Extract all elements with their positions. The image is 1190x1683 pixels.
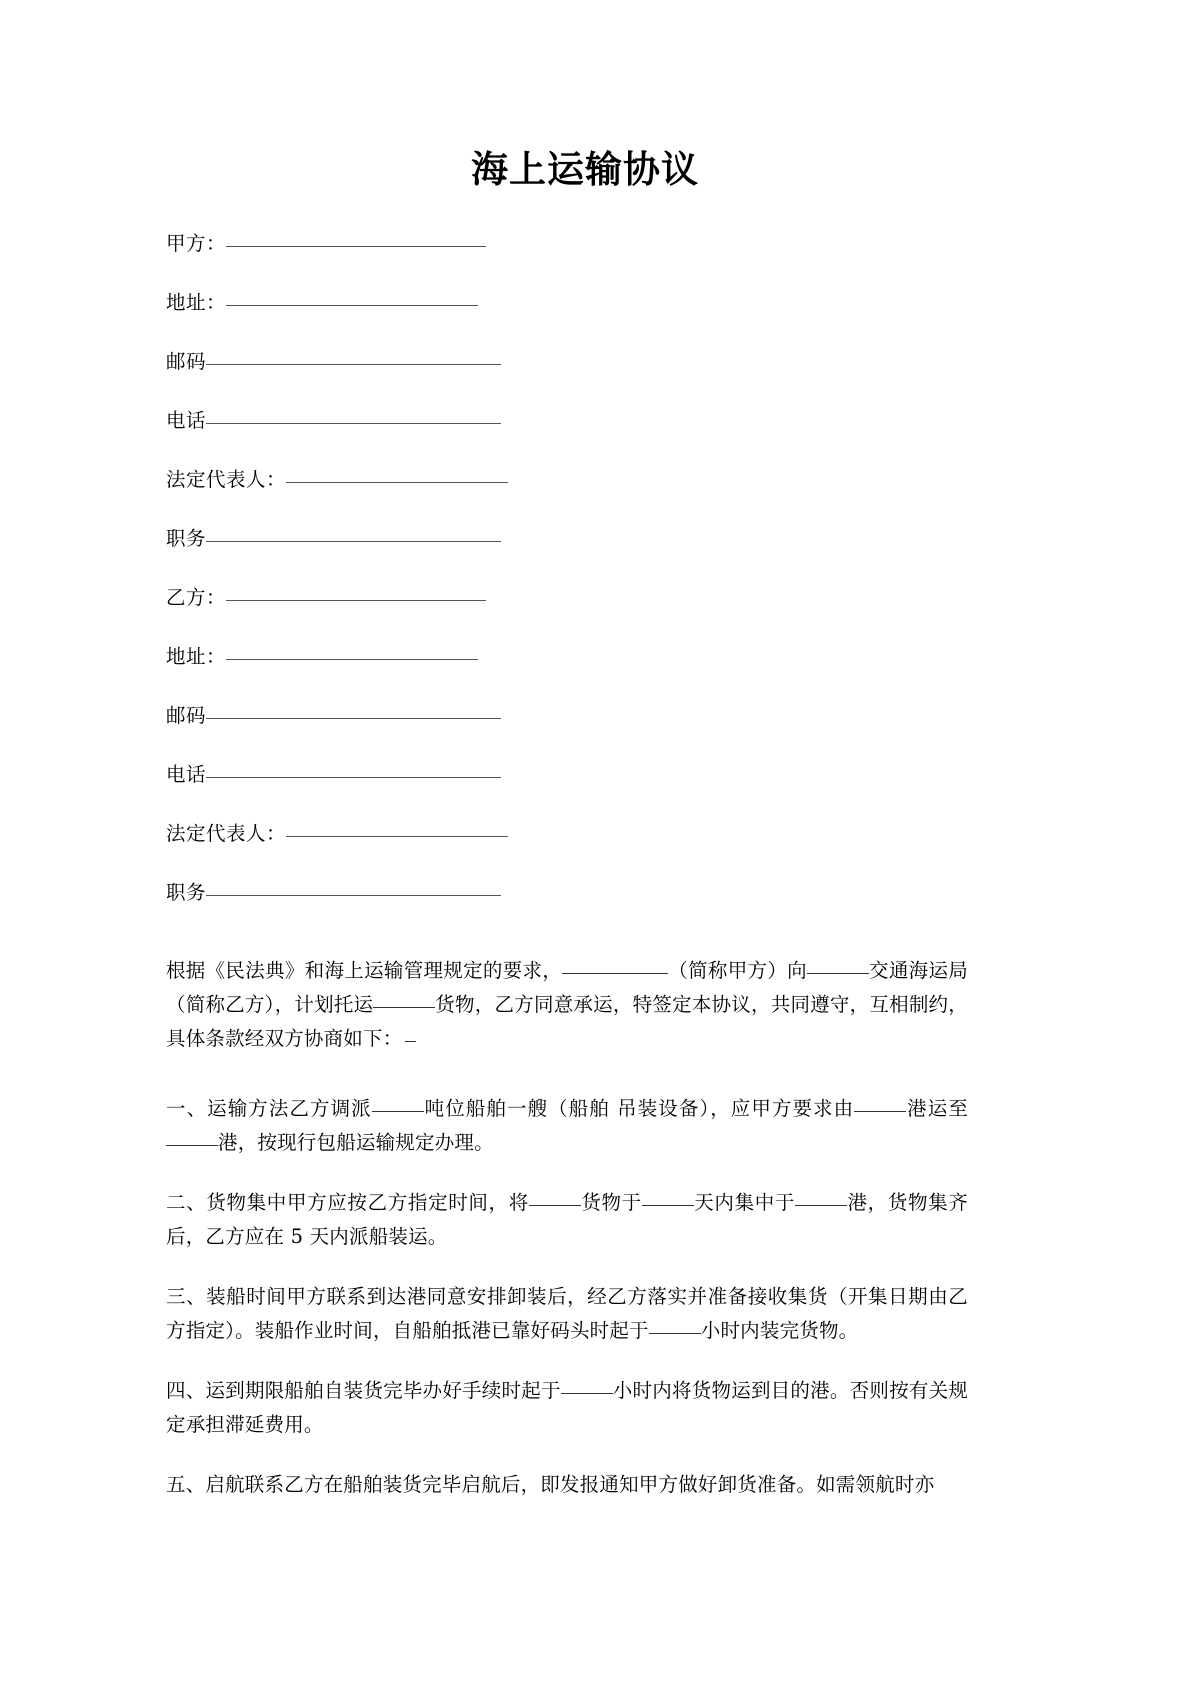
intro-trailing-underscore[interactable]	[405, 1040, 416, 1042]
intro-segment-2: （简称甲方）向	[668, 959, 807, 983]
intro-paragraph	[166, 954, 968, 1056]
form-row-party-b-postcode	[166, 706, 1190, 765]
clause-1-segment-1: 运输方法乙方调派	[207, 1097, 372, 1121]
field-rule-party-a-phone[interactable]	[206, 422, 501, 424]
clause-2-segment-2: 货物于	[580, 1191, 642, 1215]
clause-3-number: 三、	[166, 1285, 207, 1309]
form-row-party-b-name	[166, 588, 1190, 647]
clause-5-number: 五、	[166, 1473, 206, 1497]
field-label-party-a-name: 甲方：	[166, 232, 227, 256]
form-row-party-a-legal-rep	[166, 470, 1190, 529]
form-row-party-a-phone	[166, 411, 1190, 470]
party-a-form	[0, 234, 1190, 588]
clause-2-segment-4: 港，货物集齐后，乙方应在 5 天内派船装运。	[166, 1191, 968, 1249]
page-title: 海上运输协议	[471, 147, 699, 191]
clause-3	[166, 1280, 968, 1348]
form-row-party-a-address	[166, 293, 1190, 352]
field-rule-party-a-position[interactable]	[206, 540, 501, 542]
form-row-party-a-name	[166, 234, 1190, 293]
field-rule-party-a-address[interactable]	[226, 304, 478, 306]
field-rule-party-a-name[interactable]	[226, 245, 486, 247]
field-label-party-a-legal-rep: 法定代表人：	[166, 468, 287, 492]
intro-segment-3: 交通海运局（简称乙方），计划托运	[166, 959, 968, 1017]
intro-segment-1: 根据《民法典》和海上运输管理规定的要求，	[166, 959, 563, 983]
clause-3-segment-1: 装船时间甲方联系到达港同意安排卸装后，经乙方落实并准备接收集货（开集日期由乙方指定）。装船作业时间，自船舶抵港已靠好码头时起于	[166, 1285, 968, 1343]
clause-1-number: 一、	[166, 1097, 208, 1121]
field-rule-party-b-address[interactable]	[226, 658, 478, 660]
clause-5	[166, 1468, 968, 1502]
field-label-party-a-address: 地址：	[166, 291, 227, 315]
clause-2-blank-days[interactable]	[642, 1204, 694, 1206]
clause-2	[166, 1186, 968, 1254]
clause-1-blank-from-port[interactable]	[854, 1110, 906, 1112]
form-row-party-b-phone	[166, 765, 1190, 824]
intro-segment-4: 货物，乙方同意承运，特签定本协议，共同遵守，互相制约，具体条款经双方协商如下：	[166, 993, 968, 1051]
field-rule-party-b-postcode[interactable]	[206, 717, 501, 719]
clause-4-blank-hours[interactable]	[561, 1392, 613, 1394]
field-label-party-a-position: 职务	[166, 527, 207, 551]
clause-4-number: 四、	[166, 1379, 206, 1403]
field-rule-party-b-position[interactable]	[206, 894, 501, 896]
clause-2-segment-3: 天内集中于	[693, 1191, 796, 1215]
form-row-party-a-postcode	[166, 352, 1190, 411]
clause-3-segment-2: 小时内装完货物。	[700, 1319, 859, 1343]
clause-4	[166, 1374, 968, 1442]
clause-4-segment-1: 运到期限船舶自装货完毕办好手续时起于	[205, 1379, 561, 1403]
field-rule-party-b-name[interactable]	[226, 599, 486, 601]
field-rule-party-b-phone[interactable]	[206, 776, 501, 778]
intro-blank-cargo[interactable]	[373, 1006, 435, 1008]
clause-2-blank-port[interactable]	[795, 1204, 847, 1206]
field-label-party-b-position: 职务	[166, 881, 207, 905]
field-label-party-a-phone: 电话	[166, 409, 207, 433]
field-rule-party-b-legal-rep[interactable]	[286, 835, 508, 837]
form-row-party-b-position	[166, 883, 1190, 942]
field-label-party-b-name: 乙方：	[166, 586, 227, 610]
form-row-party-b-legal-rep	[166, 824, 1190, 883]
field-label-party-b-phone: 电话	[166, 763, 207, 787]
clause-1-blank-to-port[interactable]	[166, 1144, 218, 1146]
field-rule-party-a-postcode[interactable]	[206, 363, 501, 365]
field-rule-party-a-legal-rep[interactable]	[286, 481, 508, 483]
clause-1-segment-3: 港运至	[906, 1097, 968, 1121]
clause-2-segment-1: 货物集中甲方应按乙方指定时间，将	[206, 1191, 529, 1215]
clause-1-blank-tonnage[interactable]	[372, 1110, 424, 1112]
field-label-party-b-postcode: 邮码	[166, 704, 207, 728]
form-row-party-a-position	[166, 529, 1190, 588]
clause-2-number: 二、	[166, 1191, 207, 1215]
clause-1-segment-4: 港，按现行包船运输规定办理。	[218, 1131, 494, 1155]
field-label-party-b-legal-rep: 法定代表人：	[166, 822, 287, 846]
agreement-body	[0, 954, 1190, 1502]
clause-2-blank-cargo[interactable]	[529, 1204, 581, 1206]
field-label-party-b-address: 地址：	[166, 645, 227, 669]
clause-4-segment-2: 小时内将货物运到目的港。否则按有关规定承担滞延费用。	[166, 1379, 969, 1437]
clause-1-segment-2: 吨位船舶一艘（船舶 吊装设备），应甲方要求由	[423, 1097, 855, 1121]
clause-3-blank-hours[interactable]	[649, 1332, 701, 1334]
clause-1	[166, 1092, 968, 1160]
intro-blank-party-a[interactable]	[562, 972, 668, 974]
intro-blank-bureau[interactable]	[807, 972, 869, 974]
clause-5-segment-1: 启航联系乙方在船舶装货完毕启航后，即发报通知甲方做好卸货准备。如需领航时亦	[205, 1473, 935, 1497]
field-label-party-a-postcode: 邮码	[166, 350, 207, 374]
party-b-form	[0, 588, 1190, 942]
form-row-party-b-address	[166, 647, 1190, 706]
